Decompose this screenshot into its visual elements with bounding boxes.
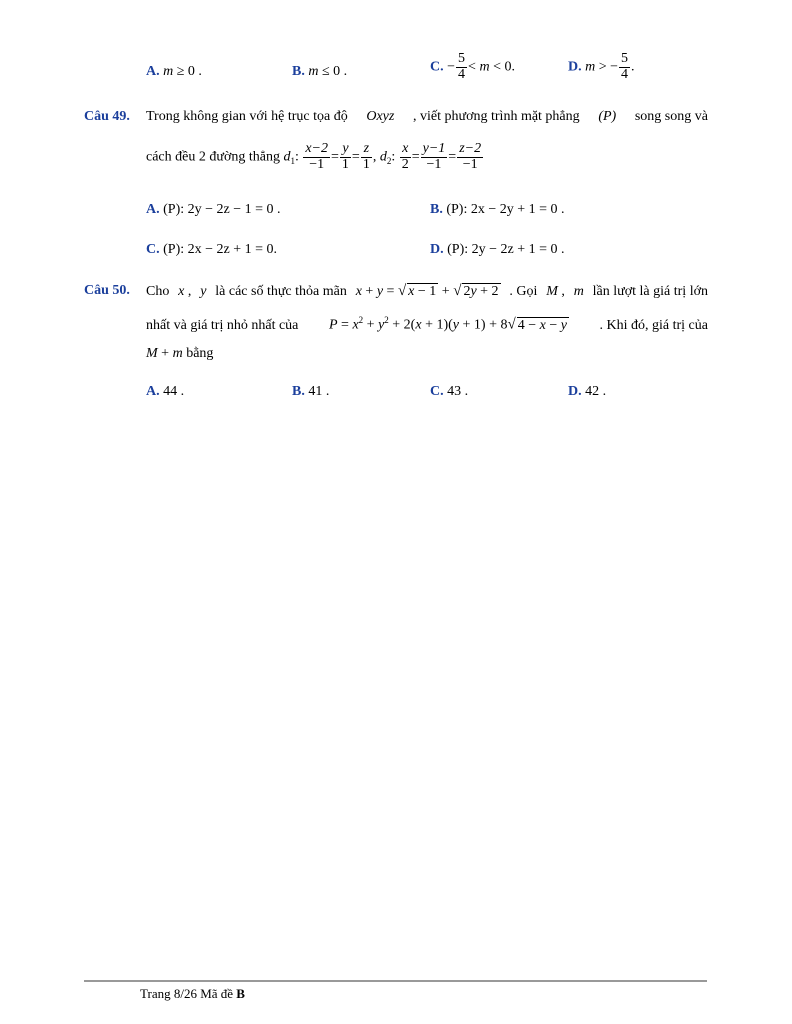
- fraction: $\frac{y}{1}$: [341, 141, 349, 172]
- fraction: $\frac{z-2}{-1}$: [459, 141, 482, 172]
- q50-option-a: A. 44 .: [146, 384, 185, 399]
- q50-option-c: C. 43 .: [430, 384, 469, 399]
- q49-option-a: A. (P): 2y − 2z − 1 = 0 .: [146, 202, 281, 217]
- footer-divider: [84, 980, 707, 982]
- q50-option-d: D. 42 .: [568, 384, 607, 399]
- fraction: $\frac{z}{1}$: [362, 141, 370, 172]
- q48-option-c: C. − $\frac{5}{4}$ < m < 0.: [430, 51, 515, 82]
- q48-option-b: B. m ≤ 0 .: [292, 64, 348, 79]
- q48-option-a: A. m ≥ 0 .: [146, 64, 202, 79]
- q49-option-d: D. (P): 2y − 2z + 1 = 0 .: [430, 242, 565, 257]
- fraction: $\frac{x-2}{-1}$: [305, 141, 329, 172]
- q49-option-b: B. (P): 2x − 2y + 1 = 0 .: [430, 202, 565, 217]
- question-text-line: Trong không gian với hệ trục tọa độ Oxyz , viết phương trình mặt phẳng (P) song song và: [146, 109, 708, 124]
- q49-option-c: C. (P): 2x − 2z + 1 = 0.: [146, 242, 278, 257]
- fraction: $\frac{y-1}{-1}$: [422, 141, 446, 172]
- question-label: Câu 50.: [84, 283, 130, 298]
- q50-option-b: B. 41 .: [292, 384, 330, 399]
- page-footer: Trang 8/26 Mã đề B: [140, 986, 245, 1001]
- question-label: Câu 49.: [84, 109, 130, 124]
- question-text-line: nhất và giá trị nhỏ nhất của $P = x^2 + y^2 + 2(x + 1)(y + 1) + 8√$ 4 − x − y . Khi đó, giá trị của: [146, 315, 708, 333]
- question-text-line: M + m bằng: [146, 346, 214, 361]
- question-text-line: cách đều 2 đường thẳng $d_1$: $\frac{x-2}{-1}$ = $\frac{y}{1}$ = $\frac{z}{1}$ , $d_2$: $\frac{x}{2}$ = $\frac{y-1}{-1}$ = $\frac{z-2}{-1}$: [146, 141, 482, 172]
- fraction: $\frac{5}{4}$: [458, 51, 466, 82]
- fraction: $\frac{5}{4}$: [621, 51, 629, 82]
- question-text-line: Cho x , y là các số thực thỏa mãn x + y = √ x − 1 + √ 2y + 2 . Gọi M , m lần lượt là giá trị lớn: [146, 283, 708, 299]
- q48-option-d: D. m > − $\frac{5}{4}$ .: [568, 51, 635, 82]
- fraction: $\frac{x}{2}$: [401, 141, 409, 172]
